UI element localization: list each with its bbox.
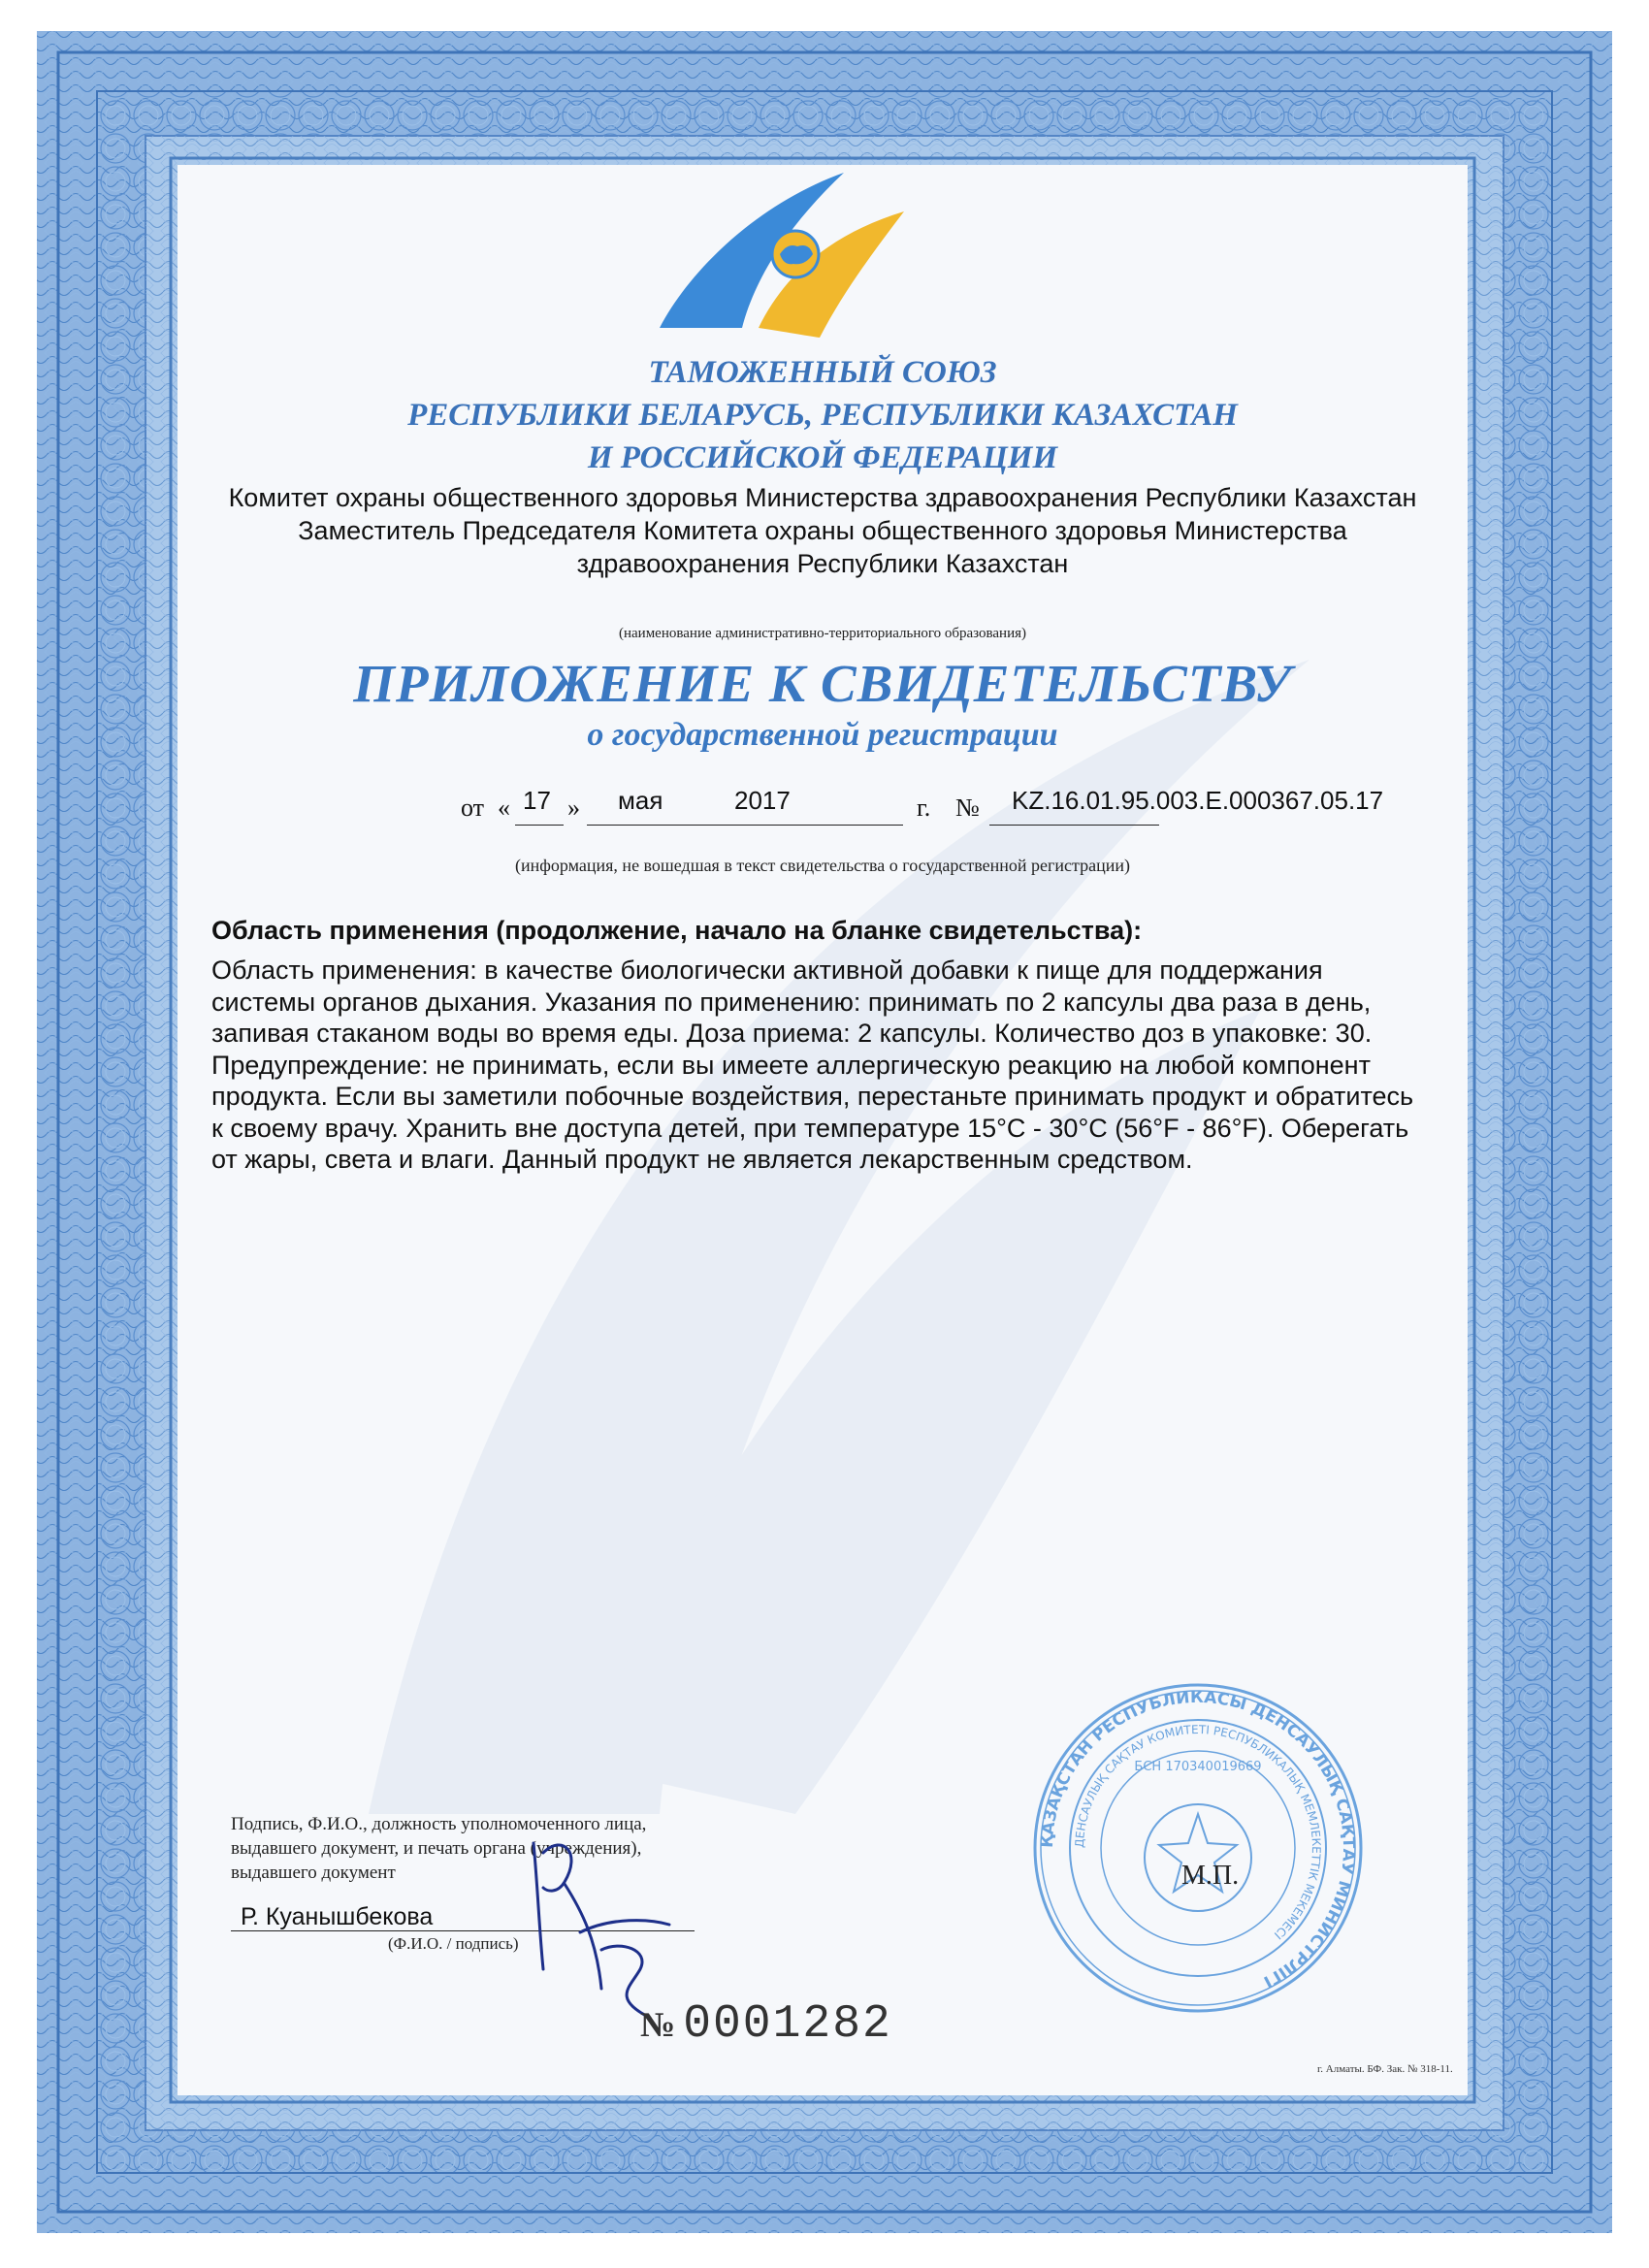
seal-place-label: М.П. — [1181, 1861, 1240, 1891]
stamp-inner-text: ДЕНСАУЛЫҚ САҚТАУ КОМИТЕТІ РЕСПУБЛИКАЛЫҚ МЕМЛЕКЕТТІК МЕКЕМЕСІ — [1072, 1722, 1324, 1942]
from-label: от — [461, 794, 485, 822]
union-title-line-2: РЕСПУБЛИКИ БЕЛАРУСЬ, РЕСПУБЛИКИ КАЗАХСТАН — [407, 398, 1238, 433]
signer-name: Р. Куанышбекова — [241, 1903, 434, 1930]
scope-heading: Область применения (продолжение, начало на бланке свидетельства): — [211, 916, 1143, 945]
year-suffix: г. — [917, 794, 931, 822]
signature-caption-line-1: Подпись, Ф.И.О., должность уполномоченного лица, — [231, 1814, 647, 1834]
authority-line-1: Комитет охраны общественного здоровья Министерства здравоохранения Республики Казахстан — [228, 483, 1417, 512]
union-title-line-1: ТАМОЖЕННЫЙ СОЮЗ — [648, 355, 997, 390]
signature-caption-line-3: выдавшего документ — [231, 1863, 396, 1883]
authority-line-2: Заместитель Председателя Комитета охраны общественного здоровья Министерства — [298, 516, 1347, 545]
document-title: ПРИЛОЖЕНИЕ К СВИДЕТЕЛЬСТВУ — [353, 654, 1292, 713]
signature-caption-line-2: выдавшего документ, и печать органа (учреждения), — [231, 1838, 642, 1859]
date-year: 2017 — [734, 786, 791, 815]
issuing-authority — [178, 481, 1468, 580]
date-day: 17 — [523, 786, 551, 815]
quote-close: » — [567, 794, 580, 822]
date-and-number-line — [461, 786, 1440, 828]
number-sign: № — [955, 794, 980, 822]
day-underline — [515, 825, 564, 826]
scope-line: Предупреждение: не принимать, если вы имеете аллергическую реакцию на любой компонент — [211, 1050, 1371, 1080]
document-subtitle: о государственной регистрации — [587, 717, 1058, 753]
date-month: мая — [618, 786, 663, 815]
number-underline — [989, 825, 1159, 826]
info-caption: (информация, не вошедшая в текст свидетельства о государственной регистрации) — [514, 856, 1131, 875]
printer-note: г. Алматы. БФ. Зак. № 318-11. — [1317, 2063, 1453, 2075]
stamp-outer-text: ҚАЗАҚСТАН РЕСПУБЛИКАСЫ ДЕНСАУЛЫҚ САҚТАУ МИНИСТРЛІГІ — [1037, 1687, 1359, 1992]
union-title-line-3: И РОССИЙСКОЙ ФЕДЕРАЦИИ — [587, 440, 1058, 475]
scope-body — [211, 955, 1463, 1176]
official-stamp — [1028, 1678, 1368, 2018]
year-underline — [742, 825, 903, 826]
scope-line: к своему врачу. Хранить вне доступа детей, при температуре 15°C - 30°C (56°F - 86°F). Оберегать — [211, 1113, 1409, 1143]
handwritten-signature — [504, 1824, 679, 2018]
stamp-bin: БСН 170340019669 — [1134, 1760, 1262, 1774]
signature-line-caption: (Ф.И.О. / подпись) — [388, 1934, 519, 1953]
scope-line: запивая стаканом воды во время еды. Доза приема: 2 капсулы. Количество доз в упаковке: 30. — [211, 1019, 1373, 1048]
form-serial-number — [640, 1998, 892, 2051]
scope-line: Область применения: в качестве биологически активной добавки к пище для поддержания — [211, 956, 1323, 985]
month-underline — [587, 825, 742, 826]
registration-number: KZ.16.01.95.003.E.000367.05.17 — [1012, 786, 1384, 815]
scope-line: продукта. Если вы заметили побочные воздействия, перестаньте принимать продукт и обратитесь — [211, 1082, 1414, 1111]
eurasian-customs-union-logo — [650, 165, 912, 340]
authority-line-3: здравоохранения Республики Казахстан — [576, 549, 1069, 578]
customs-union-title — [178, 351, 1468, 479]
serial-number: 0001282 — [683, 1998, 892, 2051]
admin-caption: (наименование административно-территориального образования) — [618, 626, 1027, 641]
scope-line: системы органов дыхания. Указания по применению: принимать по 2 капсулы два раза в день, — [211, 987, 1372, 1017]
scope-line: от жары, света и влаги. Данный продукт не является лекарственным средством. — [211, 1145, 1193, 1174]
serial-number-sign: № — [640, 2005, 676, 2044]
quote-open: « — [498, 794, 510, 822]
